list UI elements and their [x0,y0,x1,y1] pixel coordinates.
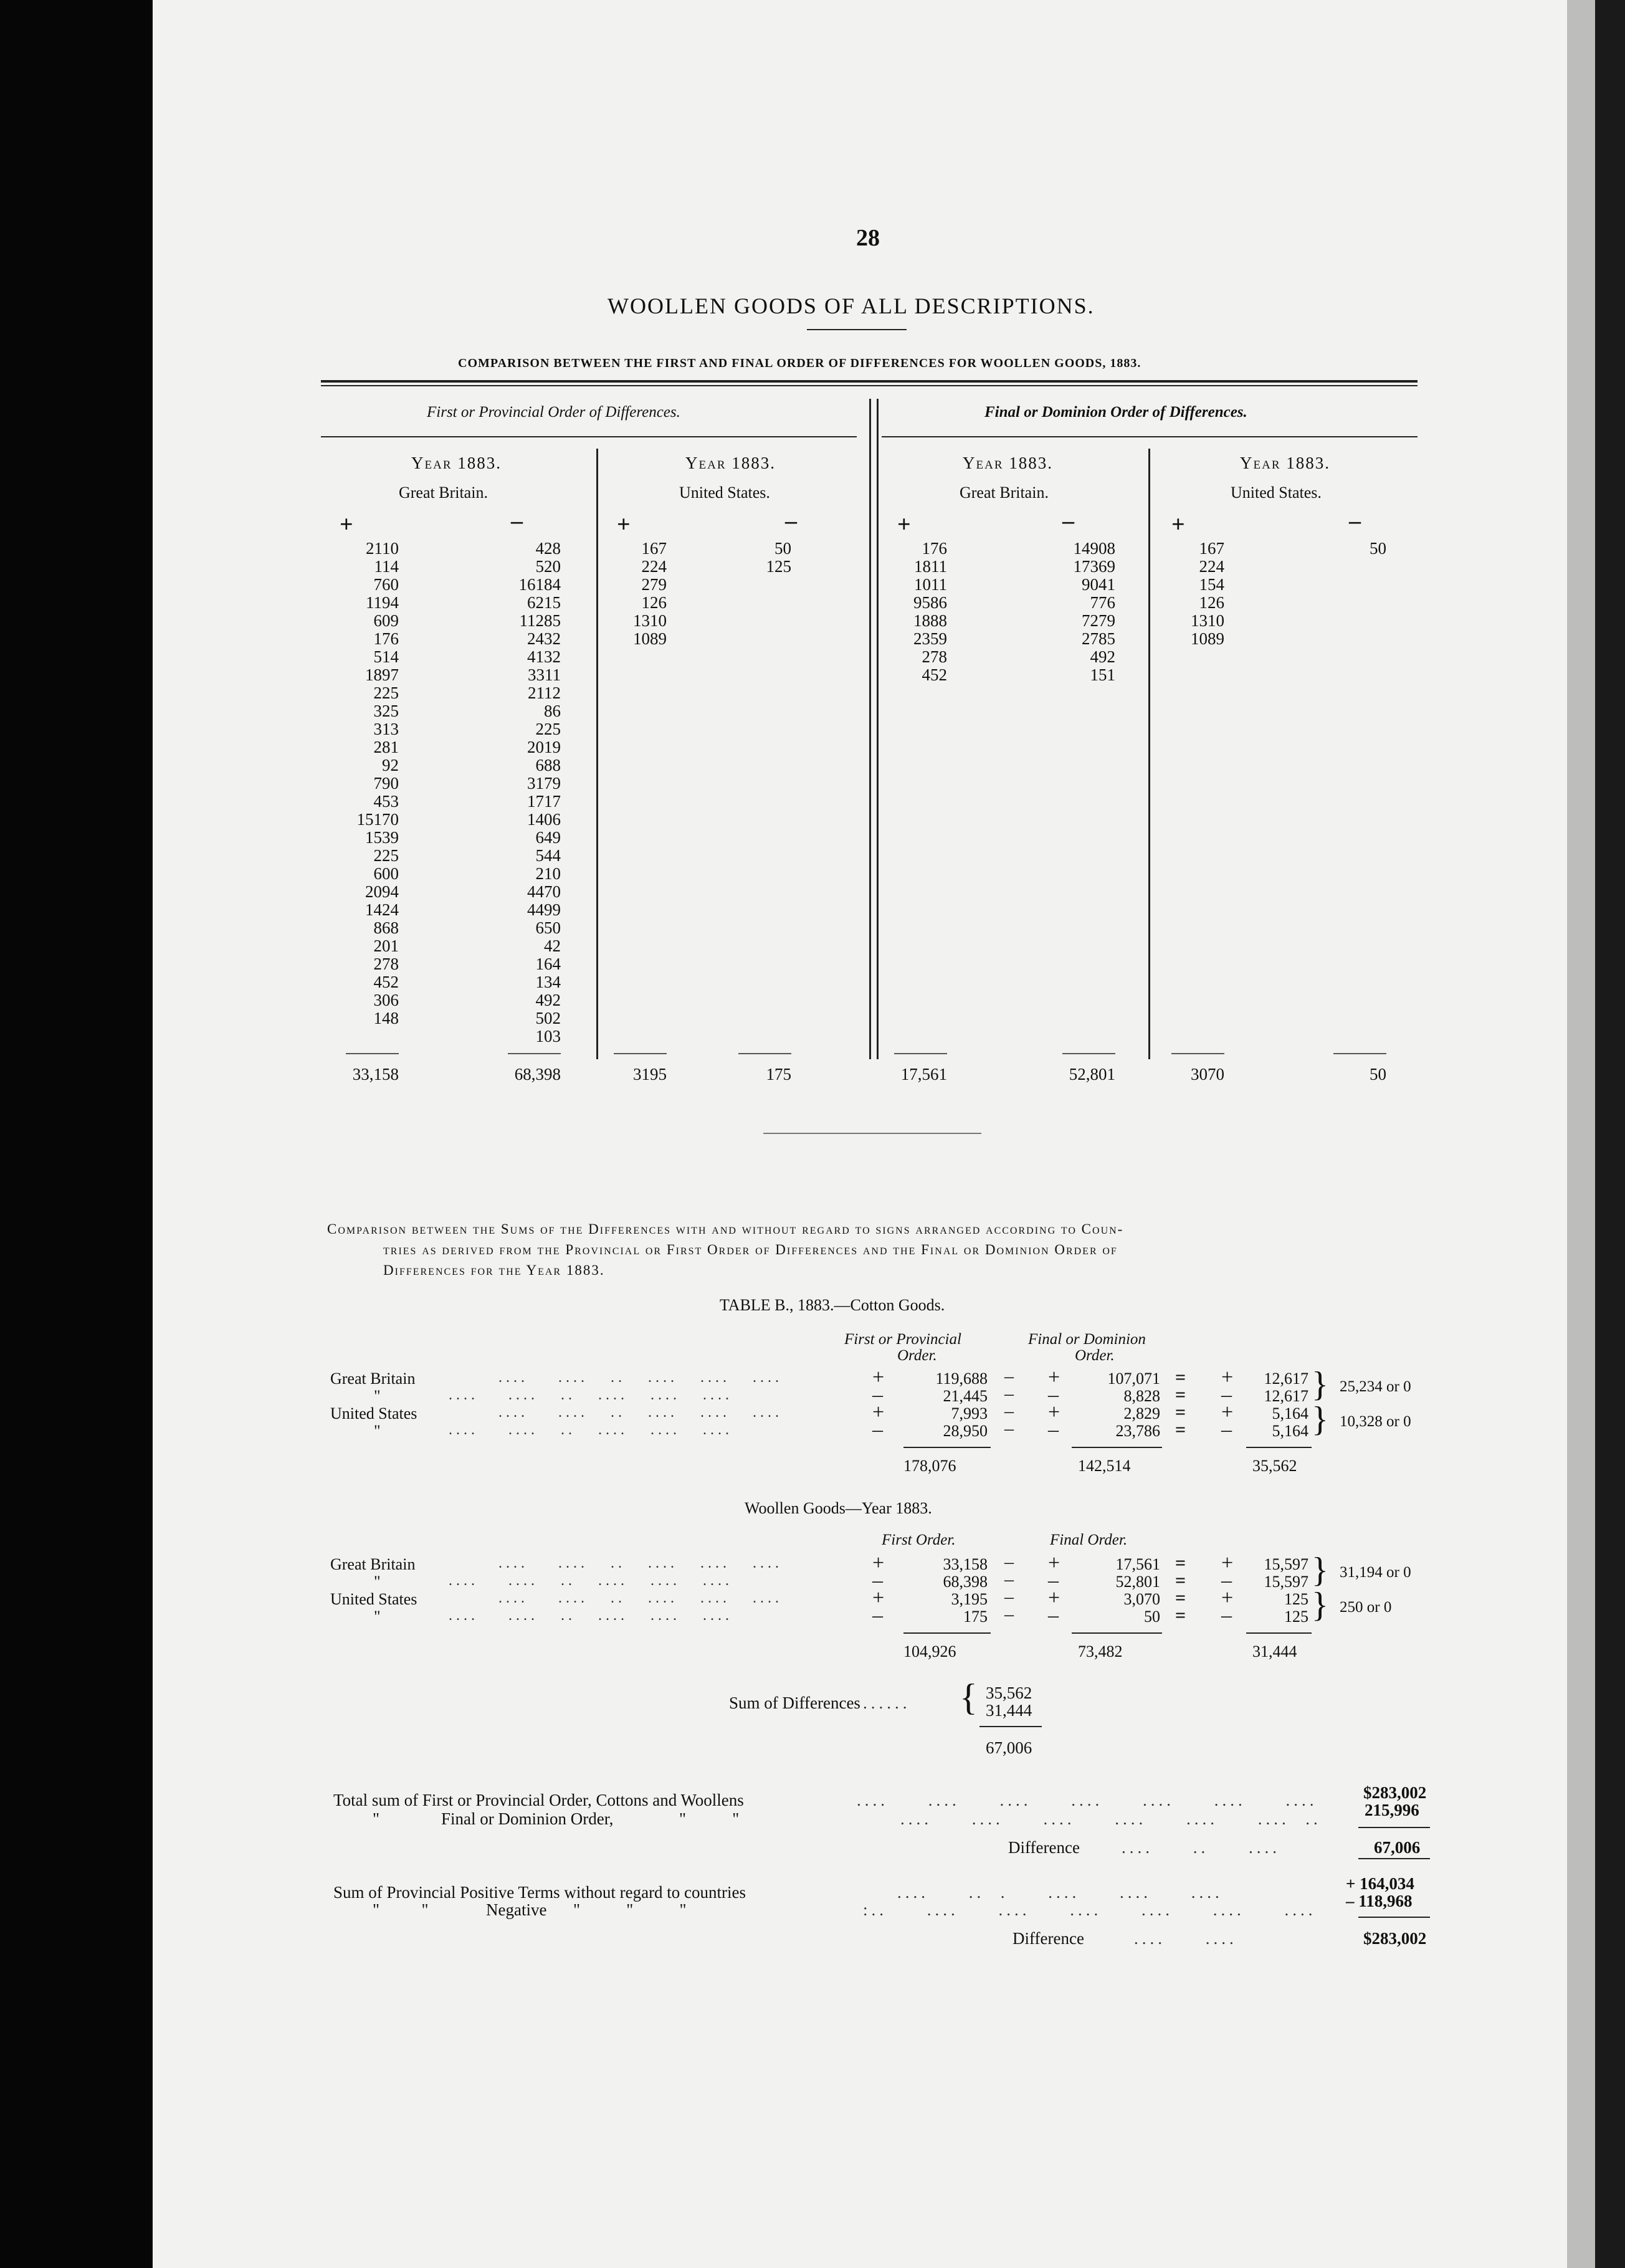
group-0-minus-value: 3179 [527,774,561,793]
sum-value-1: 35,562 [986,1684,1032,1702]
woollen-col2-head: Final Order. [1050,1532,1128,1548]
group-0-plus-value: 92 [382,756,399,774]
value-2: 2,829 [1123,1404,1160,1422]
group-3-year: Year 1883. [1240,454,1330,472]
group-0-minus-value: 520 [535,557,561,576]
comparison-heading-line-1: Comparison between the Sums of the Differences with and without regard to signs arranged according to Coun- [327,1221,1124,1237]
dash: – [1004,1551,1014,1572]
group-0-minus-value: 86 [544,702,561,720]
col-divider-3 [1148,449,1150,1059]
group-3-plus-value: 126 [1199,593,1224,612]
equals-sign: = [1175,1367,1186,1388]
group-0-plus-value: 790 [373,774,399,793]
main-title: WOOLLEN GOODS OF ALL DESCRIPTIONS. [608,293,1095,318]
group-0-minus-total-rule [508,1053,561,1054]
group-2-plus-value: 1888 [913,611,947,630]
summary-rule-2 [1358,1858,1430,1859]
group-1-plus-value: 167 [641,539,667,558]
equals-sign: = [1175,1605,1186,1626]
group-3-minus-total-rule [1333,1053,1386,1054]
sum-of-differences-label: Sum of Differences [729,1694,860,1712]
total-rule-2 [1072,1447,1162,1448]
sign-1: + [872,1551,885,1575]
bracket-result: 10,328 or 0 [1340,1413,1411,1430]
sign-3: + [1221,1551,1234,1575]
bracket: } [1312,1365,1328,1404]
difference-2-dots: .... .... [1134,1929,1237,1948]
group-0-plus-value: 225 [373,846,399,865]
group-0-minus-value: 6215 [527,593,561,612]
group-0-plus-value: 278 [373,955,399,973]
group-0-minus-value: 502 [535,1009,561,1027]
group-2-minus-value: 776 [1090,593,1115,612]
value-2: 50 [1144,1608,1160,1626]
sum-leader-dots: ...... [863,1694,911,1712]
value-3: 15,597 [1264,1573,1308,1591]
total-1: 104,926 [903,1642,956,1660]
page-edge-shadow [1567,0,1595,2268]
group-3-plus-total-rule [1171,1053,1224,1054]
table-b-col1-head: First or Provincial [844,1331,961,1348]
bracket-result: 250 or 0 [1340,1599,1392,1616]
title-divider [807,329,907,330]
total-3: 31,444 [1252,1642,1297,1660]
summary-line-4-quotes-c: " " " [573,1900,687,1919]
group-0-plus-value: 15170 [356,810,399,829]
total-rule-2 [1072,1632,1162,1634]
sign-3: + [1221,1586,1234,1609]
group-0-plus-value: 306 [373,991,399,1009]
summary-rule-3 [1358,1917,1430,1918]
group-3-plus-total: 3070 [1191,1065,1224,1084]
sign-2: + [1048,1586,1060,1609]
group-0-minus-value: 492 [535,991,561,1009]
comparison-heading-line-3: Differences for the Year 1883. [383,1262,605,1278]
group-0-minus-value: 4499 [527,900,561,919]
bracket-result: 31,194 or 0 [1340,1564,1411,1581]
group-1-country: United States. [679,484,770,502]
header-rule-bottom [321,385,1418,386]
group-0-minus-value: 11285 [519,611,561,630]
row-leader-dots: .... .... .. .... .... .... [498,1404,783,1421]
value-2: 17,561 [1115,1555,1160,1573]
group-0-plus-value: 313 [373,720,399,738]
section-separator [763,1133,981,1134]
table-b-col1-head-2: Order. [897,1347,937,1364]
sign-1: – [872,1604,883,1627]
summary-line-3: Sum of Provincial Positive Terms without regard to countries [333,1883,746,1902]
sign-2: + [1048,1366,1060,1389]
value-1: 33,158 [943,1555,988,1573]
group-0-plus-value: 1897 [365,665,399,684]
group-0-year: Year 1883. [411,454,502,472]
sign-2: – [1048,1569,1059,1592]
summary-value-4: – 118,968 [1346,1892,1413,1910]
value-1: 7,993 [951,1404,988,1422]
value-1: 21,445 [943,1387,988,1405]
group-0-minus-value: 225 [535,720,561,738]
woollen-title: Woollen Goods—Year 1883. [745,1499,932,1517]
group-2-minus-sign: – [1062,508,1074,534]
group-0-plus-value: 225 [373,684,399,702]
group-2-plus-total-rule [894,1053,947,1054]
value-3: 5,164 [1272,1422,1308,1440]
group-0-plus-sign: + [340,512,353,538]
sum-value-2: 31,444 [986,1701,1032,1720]
group-0-minus-value: 4132 [527,647,561,666]
group-0-plus-value: 148 [373,1009,399,1027]
group-2-plus-value: 176 [922,539,947,558]
group-0-minus-sign: – [511,508,523,534]
sign-3: + [1221,1401,1234,1424]
group-0-plus-total: 33,158 [352,1065,399,1084]
group-2-plus-value: 9586 [913,593,947,612]
summary-line-2: Final or Dominion Order, [441,1809,614,1828]
sign-2: – [1048,1604,1059,1627]
sign-3: – [1221,1383,1232,1406]
dash: – [1004,1586,1014,1607]
group-0-minus-value: 2019 [527,738,561,756]
sign-2: – [1048,1418,1059,1441]
group-3-plus-sign: + [1171,512,1185,538]
table-b-title: TABLE B., 1883.—Cotton Goods. [720,1296,945,1314]
page-number: 28 [856,225,880,251]
row-label: Great Britain [330,1555,416,1573]
total-2: 73,482 [1078,1642,1123,1660]
group-2-plus-value: 452 [922,665,947,684]
sign-1: – [872,1569,883,1592]
sign-3: – [1221,1604,1232,1627]
value-1: 119,688 [935,1370,988,1388]
equals-sign: = [1175,1402,1186,1422]
sum-rule [979,1726,1042,1727]
group-0-minus-value: 428 [535,539,561,558]
group-1-plus-value: 279 [641,575,667,594]
value-3: 15,597 [1264,1555,1308,1573]
sign-2: + [1048,1551,1060,1575]
total-rule-1 [903,1632,991,1634]
group-0-minus-value: 3311 [528,665,561,684]
group-0-minus-value: 2432 [527,629,561,648]
group-1-plus-value: 126 [641,593,667,612]
value-3: 125 [1284,1608,1308,1626]
row-label: United States [330,1404,417,1422]
group-1-plus-value: 1089 [633,629,667,648]
group-0-plus-value: 609 [373,611,399,630]
group-2-plus-value: 278 [922,647,947,666]
row-label: " [374,1387,381,1405]
subtitle: COMPARISON BETWEEN THE FIRST AND FINAL ORDER OF DIFFERENCES FOR WOOLLEN GOODS, 1883. [458,356,1141,370]
group-3-plus-value: 167 [1199,539,1224,558]
value-3: 125 [1284,1590,1308,1608]
value-2: 3,070 [1123,1590,1160,1608]
summary-line-4-quotes-a: " " [373,1900,429,1919]
group-0-minus-value: 16184 [518,575,561,594]
value-2: 107,071 [1107,1370,1160,1388]
group-0-plus-value: 1539 [365,828,399,847]
group-2-plus-value: 1011 [914,575,947,594]
group-2-minus-total-rule [1062,1053,1115,1054]
group-0-minus-value: 1406 [527,810,561,829]
group-2-plus-value: 1811 [914,557,947,576]
group-1-year: Year 1883. [685,454,776,472]
group-0-minus-value: 210 [535,864,561,883]
value-3: 12,617 [1264,1370,1308,1388]
equals-sign: = [1175,1553,1186,1573]
group-0-plus-value: 2094 [365,882,399,901]
summary-line-4-label: Negative [486,1900,547,1919]
row-label: " [374,1422,381,1440]
group-0-plus-value: 600 [373,864,399,883]
group-0-minus-total: 68,398 [514,1065,561,1084]
difference-1-label: Difference [1008,1838,1080,1857]
group-2-minus-value: 492 [1090,647,1115,666]
summary-dots-2: .... .... .... .... .... .... .. [900,1809,1322,1828]
table-b-col2-head: Final or Dominion [1028,1331,1146,1348]
group-3-minus-sign: – [1349,508,1361,534]
table-b-col2-head-2: Order. [1075,1347,1115,1364]
value-1: 68,398 [943,1573,988,1591]
group-0-plus-value: 1194 [366,593,399,612]
bracket: } [1312,1551,1328,1589]
bracket: } [1312,1400,1328,1439]
group-1-plus-value: 224 [641,557,667,576]
summary-line-2-quotes: " " [679,1809,740,1828]
row-label: " [374,1608,381,1626]
row-label: Great Britain [330,1370,416,1388]
summary-dots-4: :.. .... .... .... .... .... .... [863,1900,1317,1919]
group-3-minus-total: 50 [1370,1065,1386,1084]
group-2-minus-value: 2785 [1082,629,1115,648]
group-0-minus-value: 650 [535,918,561,937]
group-0-plus-value: 325 [373,702,399,720]
group-0-plus-value: 760 [373,575,399,594]
group-2-minus-total: 52,801 [1069,1065,1115,1084]
left-section-heading: First or Provincial Order of Differences. [427,404,680,421]
row-label: United States [330,1590,417,1608]
row-leader-dots: .... .... .. .... .... .... [449,1422,733,1438]
equals-sign: = [1175,1570,1186,1591]
dash: – [1004,1604,1014,1624]
dash: – [1004,1418,1014,1439]
group-0-plus-value: 114 [374,557,399,576]
row-leader-dots: .... .... .. .... .... .... [498,1590,783,1606]
group-0-minus-value: 164 [535,955,561,973]
bracket: } [1312,1586,1328,1624]
right-section-heading: Final or Dominion Order of Differences. [984,404,1247,421]
equals-sign: = [1175,1588,1186,1608]
sign-3: + [1221,1366,1234,1389]
group-0-plus-value: 868 [373,918,399,937]
dash: – [1004,1383,1014,1404]
group-2-minus-value: 151 [1090,665,1115,684]
group-0-plus-value: 1424 [365,900,399,919]
group-0-plus-value: 514 [373,647,399,666]
group-1-minus-value: 125 [766,557,791,576]
group-0-plus-value: 176 [373,629,399,648]
value-3: 5,164 [1272,1404,1308,1422]
summary-value-3: + 164,034 [1346,1874,1414,1893]
group-0-country: Great Britain. [399,484,488,502]
col-divider-double-b [877,399,879,1059]
summary-dots-3: .... .. . .... .... .... [897,1883,1223,1902]
group-0-plus-value: 2110 [366,539,399,558]
group-0-minus-value: 134 [535,973,561,991]
group-3-plus-value: 154 [1199,575,1224,594]
summary-line-2-quote: " [373,1809,380,1828]
row-leader-dots: .... .... .. .... .... .... [449,1573,733,1589]
group-1-minus-sign: – [785,508,797,534]
group-3-country: United States. [1231,484,1322,502]
total-rule-3 [1246,1632,1312,1634]
sum-brace: { [960,1677,978,1718]
sign-3: – [1221,1569,1232,1592]
header-rule-top [321,380,1418,383]
sign-1: + [872,1366,885,1389]
group-0-plus-value: 453 [373,792,399,811]
group-2-plus-total: 17,561 [900,1065,947,1084]
right-heading-rule [882,436,1418,437]
dash: – [1004,1401,1014,1421]
group-2-minus-value: 14908 [1073,539,1115,558]
group-1-plus-value: 1310 [633,611,667,630]
group-0-plus-value: 201 [373,936,399,955]
sign-1: – [872,1383,883,1406]
value-2: 23,786 [1115,1422,1160,1440]
sign-2: + [1048,1401,1060,1424]
value-1: 175 [963,1608,988,1626]
group-0-minus-value: 42 [544,936,561,955]
value-2: 8,828 [1123,1387,1160,1405]
group-2-minus-value: 17369 [1073,557,1115,576]
equals-sign: = [1175,1419,1186,1440]
dash: – [1004,1366,1014,1386]
group-0-minus-value: 544 [535,846,561,865]
group-2-minus-value: 7279 [1082,611,1115,630]
summary-value-2: 215,996 [1365,1801,1419,1819]
summary-dots-1: .... .... .... .... .... .... .... [857,1791,1318,1809]
group-3-minus-value: 50 [1370,539,1386,558]
group-0-minus-value: 2112 [528,684,561,702]
group-2-year: Year 1883. [963,454,1053,472]
sum-total: 67,006 [986,1738,1032,1757]
group-1-minus-value: 50 [774,539,791,558]
document-page [153,0,1567,2268]
row-label: " [374,1573,381,1591]
sign-1: + [872,1586,885,1609]
summary-value-1: $283,002 [1363,1783,1427,1802]
difference-2-label: Difference [1013,1929,1084,1948]
value-1: 28,950 [943,1422,988,1440]
col-divider-double-a [869,399,871,1059]
group-0-plus-total-rule [346,1053,399,1054]
total-rule-1 [903,1447,991,1448]
bracket-result: 25,234 or 0 [1340,1378,1411,1395]
group-0-minus-value: 4470 [527,882,561,901]
difference-1-value: 67,006 [1374,1838,1421,1857]
left-page-edge [0,0,153,2268]
value-3: 12,617 [1264,1387,1308,1405]
group-0-minus-value: 1717 [527,792,561,811]
sign-3: – [1221,1418,1232,1441]
sign-1: – [872,1418,883,1441]
difference-1-dots: .... .. .... [1122,1838,1280,1857]
sign-1: + [872,1401,885,1424]
value-1: 3,195 [951,1590,988,1608]
difference-2-value: $283,002 [1363,1929,1427,1948]
row-leader-dots: .... .... .. .... .... .... [498,1370,783,1386]
group-1-minus-total: 175 [766,1065,791,1084]
group-3-plus-value: 1089 [1191,629,1224,648]
group-0-minus-value: 103 [535,1027,561,1046]
group-1-plus-total-rule [614,1053,667,1054]
total-3: 35,562 [1252,1457,1297,1475]
group-3-plus-value: 1310 [1191,611,1224,630]
comparison-heading-line-2: tries as derived from the Provincial or First Order of Differences and the Final or Dominion Order of [383,1242,1118,1257]
group-2-country: Great Britain. [960,484,1049,502]
scan-border [1595,0,1625,2268]
group-2-minus-value: 9041 [1082,575,1115,594]
woollen-col1-head: First Order. [882,1532,956,1548]
dash: – [1004,1569,1014,1589]
group-1-minus-total-rule [738,1053,791,1054]
group-0-minus-value: 688 [535,756,561,774]
row-leader-dots: .... .... .. .... .... .... [449,1608,733,1624]
left-heading-rule [321,436,857,437]
group-1-plus-sign: + [617,512,631,538]
total-2: 142,514 [1078,1457,1131,1475]
group-2-plus-value: 2359 [913,629,947,648]
row-leader-dots: .... .... .. .... .... .... [498,1555,783,1571]
summary-line-1: Total sum of First or Provincial Order, Cottons and Woollens [333,1791,744,1809]
group-0-minus-value: 649 [535,828,561,847]
total-rule-3 [1246,1447,1312,1448]
sign-2: – [1048,1383,1059,1406]
summary-rule-1 [1358,1827,1430,1828]
group-3-plus-value: 224 [1199,557,1224,576]
group-1-plus-total: 3195 [633,1065,667,1084]
group-0-plus-value: 452 [373,973,399,991]
group-0-plus-value: 281 [373,738,399,756]
total-1: 178,076 [903,1457,956,1475]
equals-sign: = [1175,1384,1186,1405]
row-leader-dots: .... .... .. .... .... .... [449,1387,733,1403]
group-2-plus-sign: + [897,512,911,538]
value-2: 52,801 [1115,1573,1160,1591]
